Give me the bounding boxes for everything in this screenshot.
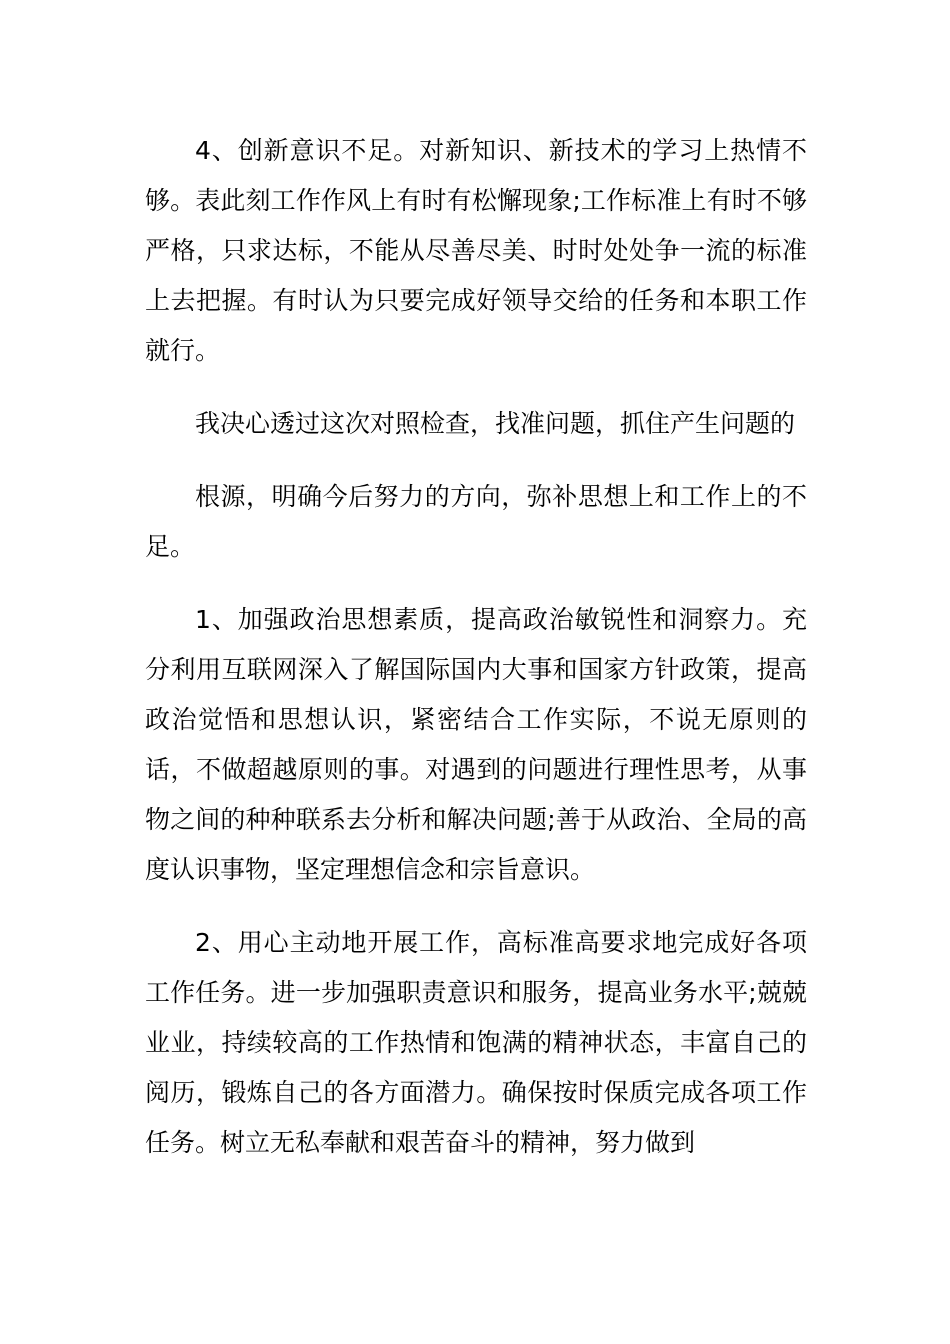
document-body — [145, 126, 807, 1168]
paragraph-innovation-awareness: 4、创新意识不足。对新知识、新技术的学习上热情不够。表此刻工作作风上有时有松懈现象;工作标准上有时不够严格，只求达标，不能从尽善尽美、时时处处争一流的标准上去把握。有时认为只要完成好领导交给的任务和本职工作就行。 — [145, 136, 807, 365]
paragraph-resolution: 我决心透过这次对照检查，找准问题，抓住产生问题的 — [195, 409, 796, 438]
paragraph-proactive-work: 2、用心主动地开展工作，高标准高要求地完成好各项工作任务。进一步加强职责意识和服务，提高业务水平;兢兢业业，持续较高的工作热情和饱满的精神状态，丰富自己的阅历，锻炼自己的各方面潜力。确保按时保质完成各项工作任务。树立无私奉献和艰苦奋斗的精神，努力做到 — [145, 928, 807, 1157]
paragraph-political-quality: 1、加强政治思想素质，提高政治敏锐性和洞察力。充分利用互联网深入了解国际国内大事和国家方针政策，提高政治觉悟和思想认识，紧密结合工作实际，不说无原则的话，不做超越原则的事。对遇到的问题进行理性思考，从事物之间的种种联系去分析和解决问题;善于从政治、全局的高度认识事物，坚定理想信念和宗旨意识。 — [145, 605, 807, 884]
paragraph-root-cause: 根源，明确今后努力的方向，弥补思想上和工作上的不足。 — [145, 482, 807, 561]
